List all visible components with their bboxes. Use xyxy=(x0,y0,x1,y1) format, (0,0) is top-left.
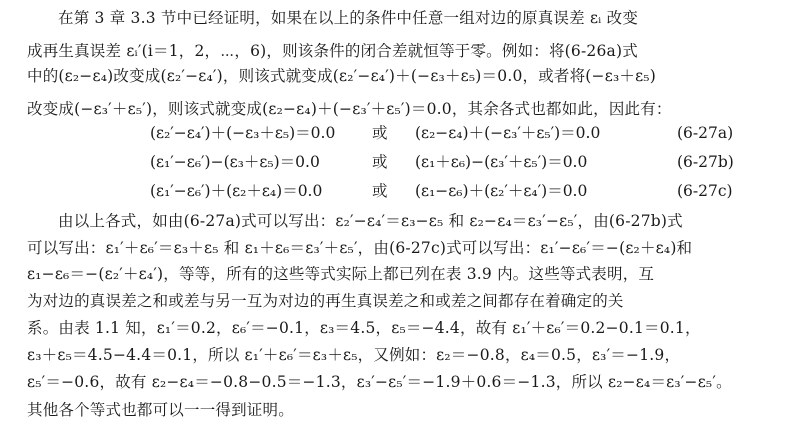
equation-right: (ε₁＋ε₆)−(ε₃′＋ε₅′)＝0.0 xyxy=(415,153,588,171)
paragraph2-line-6: ε₃＋ε₅＝4.5−4.4＝0.1，所以 ε₁′＋ε₆′＝ε₃＋ε₅，又例如：ε₂＝−0.8，ε₄＝0.5，ε₃′＝−1.9， xyxy=(27,346,681,364)
equation-right: (ε₂−ε₄)＋(−ε₃′＋ε₅′)＝0.0 xyxy=(415,124,601,142)
equation-left: (ε₂′−ε₄′)＋(−ε₃＋ε₅)＝0.0 xyxy=(150,124,336,142)
paragraph1-line-1: 在第 3 章 3.3 节中已经证明，如果在以上的条件中任意一组对边的原真误差 εᵢ 改变 xyxy=(58,9,639,27)
paragraph1-line-3: 中的(ε₂−ε₄)改变成(ε₂′−ε₄′)，则该式就变成(ε₂′−ε₄′)＋(−ε₃＋ε₅)＝0.0，或者将(−ε₃＋ε₅) xyxy=(27,67,656,85)
equation-left: (ε₁′−ε₆′)＋(ε₂＋ε₄)＝0.0 xyxy=(150,182,323,200)
equation-6-27c xyxy=(0,180,793,202)
equation-or: 或 xyxy=(372,124,388,142)
equation-number: (6-27b) xyxy=(677,153,734,171)
paragraph2-line-5: 系。由表 1.1 知，ε₁′＝0.2，ε₆′＝−0.1，ε₃＝4.5，ε₅＝−4.4，故有 ε₁′＋ε₆′＝0.2−0.1＝0.1， xyxy=(27,319,701,337)
equation-right: (ε₁−ε₆)＋(ε₂′＋ε₄′)＝0.0 xyxy=(415,182,588,200)
equation-6-27a xyxy=(0,122,793,144)
equation-number: (6-27a) xyxy=(677,124,734,142)
paragraph2-line-7: ε₅′＝−0.6，故有 ε₂−ε₄＝−0.8−0.5＝−1.3，ε₃′−ε₅′＝−1.9＋0.6＝−1.3，所以 ε₂−ε₄＝ε₃′−ε₅′。 xyxy=(27,373,732,391)
paragraph2-line-3: ε₁−ε₆＝−(ε₂′＋ε₄′)，等等，所有的这些等式实际上都已列在表 3.9 内。这些等式表明，互 xyxy=(27,265,655,283)
equation-number: (6-27c) xyxy=(677,182,733,200)
equation-left: (ε₁′−ε₆′)−(ε₃＋ε₅)＝0.0 xyxy=(150,153,320,171)
paragraph2-line-2: 可以写出：ε₁′＋ε₆′＝ε₃＋ε₅ 和 ε₁＋ε₆＝ε₃′＋ε₅′，由(6-27c)式可以写出：ε₁′−ε₆′＝−(ε₂＋ε₄)和 xyxy=(27,239,693,257)
paragraph1-line-2: 成再生真误差 εᵢ′(i＝1，2，⋯，6)，则该条件的闭合差就恒等于零。例如：将(6-26a)式 xyxy=(27,42,638,60)
paragraph2-line-8: 其他各个等式也都可以一一得到证明。 xyxy=(27,401,294,419)
equation-or: 或 xyxy=(372,182,388,200)
paragraph2-line-1: 由以上各式，如由(6-27a)式可以写出：ε₂′−ε₄′＝ε₃−ε₅ 和 ε₂−ε₄＝ε₃′−ε₅′，由(6-27b)式 xyxy=(58,212,683,230)
equation-6-27b xyxy=(0,151,793,173)
paragraph2-line-4: 为对边的真误差之和或差与另一互为对边的再生真误差之和或差之间都存在着确定的关 xyxy=(27,292,624,310)
equation-or: 或 xyxy=(372,153,388,171)
paragraph1-line-4: 改变成(−ε₃′＋ε₅′)，则该式就变成(ε₂−ε₄)＋(−ε₃′＋ε₅′)＝0.0，其余各式也都如此，因此有： xyxy=(27,100,672,118)
